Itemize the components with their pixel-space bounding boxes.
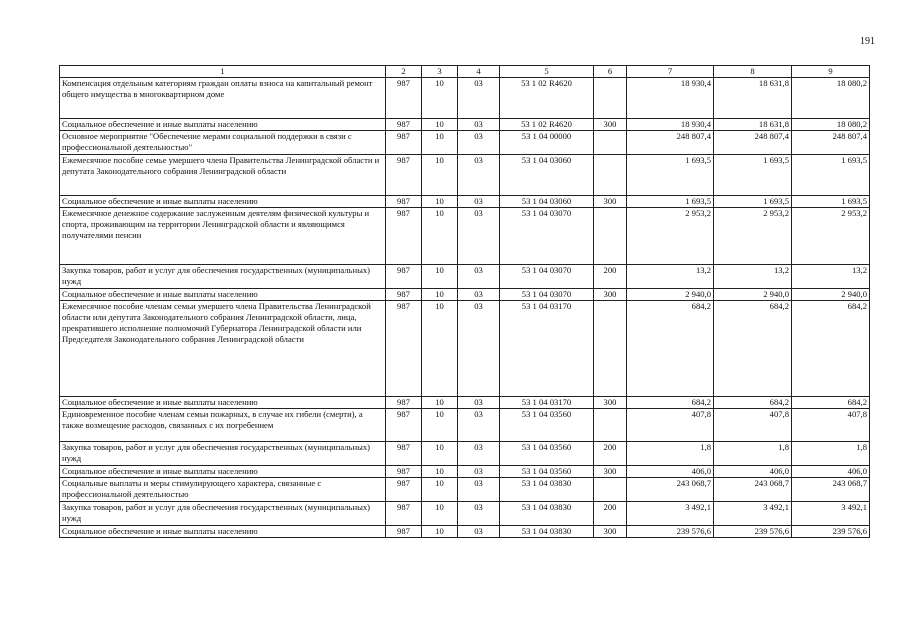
row-value-year3-cell: 3 492,1 [792, 502, 870, 526]
row-name-cell: Закупка товаров, работ и услуг для обеспечения государственных (муниципальных) нужд [60, 265, 386, 289]
row-value-year1-cell: 2 940,0 [627, 289, 714, 301]
column-header: 9 [792, 66, 870, 78]
row-value-year2-cell: 407,8 [714, 409, 792, 442]
row-code-cell: 987 [386, 265, 422, 289]
row-value-year3-cell: 239 576,6 [792, 526, 870, 538]
row-code-cell: 987 [386, 442, 422, 466]
row-subsection-cell: 03 [458, 502, 500, 526]
row-subsection-cell: 03 [458, 409, 500, 442]
row-value-year2-cell: 2 940,0 [714, 289, 792, 301]
row-value-year1-cell: 407,8 [627, 409, 714, 442]
row-value-year2-cell: 2 953,2 [714, 208, 792, 265]
row-name-cell: Компенсация отдельным категориям граждан оплаты взноса на капитальный ремонт общего имущества в многоквартирном доме [60, 78, 386, 119]
row-value-year3-cell: 13,2 [792, 265, 870, 289]
row-name-cell: Единовременное пособие членам семьи пожарных, в случае их гибели (смерти), а также возмещение расходов, связанных с их погребением [60, 409, 386, 442]
row-value-year1-cell: 13,2 [627, 265, 714, 289]
table-row [60, 301, 870, 397]
row-value-year1-cell: 406,0 [627, 466, 714, 478]
row-section-cell: 10 [422, 466, 458, 478]
row-target-article-cell: 53 1 04 03070 [500, 265, 594, 289]
table-row [60, 265, 870, 289]
row-target-article-cell: 53 1 04 03170 [500, 397, 594, 409]
row-value-year2-cell: 3 492,1 [714, 502, 792, 526]
row-section-cell: 10 [422, 397, 458, 409]
row-code-cell: 987 [386, 526, 422, 538]
row-target-article-cell: 53 1 04 03060 [500, 155, 594, 196]
row-name-cell: Социальное обеспечение и иные выплаты населению [60, 397, 386, 409]
row-value-year2-cell: 248 807,4 [714, 131, 792, 155]
table-row [60, 289, 870, 301]
row-section-cell: 10 [422, 119, 458, 131]
row-value-year1-cell: 248 807,4 [627, 131, 714, 155]
row-value-year1-cell: 18 930,4 [627, 78, 714, 119]
row-code-cell: 987 [386, 155, 422, 196]
row-value-year3-cell: 407,8 [792, 409, 870, 442]
row-subsection-cell: 03 [458, 119, 500, 131]
row-target-article-cell: 53 1 04 03070 [500, 289, 594, 301]
column-header: 7 [627, 66, 714, 78]
row-value-year3-cell: 684,2 [792, 397, 870, 409]
row-code-cell: 987 [386, 208, 422, 265]
row-value-year2-cell: 1 693,5 [714, 155, 792, 196]
row-expense-type-cell [594, 208, 627, 265]
row-expense-type-cell [594, 478, 627, 502]
row-code-cell: 987 [386, 131, 422, 155]
row-section-cell: 10 [422, 131, 458, 155]
table-row [60, 196, 870, 208]
column-header: 4 [458, 66, 500, 78]
row-value-year3-cell: 1,8 [792, 442, 870, 466]
row-value-year2-cell: 18 631,8 [714, 119, 792, 131]
row-subsection-cell: 03 [458, 265, 500, 289]
row-code-cell: 987 [386, 196, 422, 208]
row-subsection-cell: 03 [458, 78, 500, 119]
row-subsection-cell: 03 [458, 131, 500, 155]
row-code-cell: 987 [386, 502, 422, 526]
row-target-article-cell: 53 1 04 03060 [500, 196, 594, 208]
row-name-cell: Основное мероприятие "Обеспечение мерами социальной поддержки в связи с профессиональной деятельностью" [60, 131, 386, 155]
row-expense-type-cell: 200 [594, 442, 627, 466]
row-value-year1-cell: 3 492,1 [627, 502, 714, 526]
row-subsection-cell: 03 [458, 196, 500, 208]
row-value-year1-cell: 243 068,7 [627, 478, 714, 502]
row-value-year2-cell: 239 576,6 [714, 526, 792, 538]
row-value-year2-cell: 13,2 [714, 265, 792, 289]
row-code-cell: 987 [386, 409, 422, 442]
row-target-article-cell: 53 1 04 00000 [500, 131, 594, 155]
row-target-article-cell: 53 1 04 03560 [500, 442, 594, 466]
row-subsection-cell: 03 [458, 397, 500, 409]
table-row [60, 502, 870, 526]
budget-table [59, 65, 870, 538]
row-subsection-cell: 03 [458, 466, 500, 478]
row-expense-type-cell: 200 [594, 502, 627, 526]
row-expense-type-cell [594, 409, 627, 442]
row-value-year3-cell: 2 940,0 [792, 289, 870, 301]
row-value-year2-cell: 684,2 [714, 397, 792, 409]
row-section-cell: 10 [422, 301, 458, 397]
row-expense-type-cell [594, 131, 627, 155]
row-value-year2-cell: 406,0 [714, 466, 792, 478]
column-header: 2 [386, 66, 422, 78]
row-expense-type-cell [594, 155, 627, 196]
row-target-article-cell: 53 1 02 R4620 [500, 119, 594, 131]
row-subsection-cell: 03 [458, 526, 500, 538]
row-name-cell: Ежемесячное денежное содержание заслуженным деятелям физической культуры и спорта, проживающим на территории Ленинградской области и являющимся получателями пенсии [60, 208, 386, 265]
row-value-year2-cell: 18 631,8 [714, 78, 792, 119]
column-header: 6 [594, 66, 627, 78]
row-value-year3-cell: 1 693,5 [792, 196, 870, 208]
row-subsection-cell: 03 [458, 289, 500, 301]
row-section-cell: 10 [422, 409, 458, 442]
row-section-cell: 10 [422, 526, 458, 538]
row-target-article-cell: 53 1 04 03070 [500, 208, 594, 265]
row-expense-type-cell: 200 [594, 265, 627, 289]
row-code-cell: 987 [386, 119, 422, 131]
row-value-year2-cell: 684,2 [714, 301, 792, 397]
row-value-year1-cell: 684,2 [627, 397, 714, 409]
row-value-year1-cell: 1 693,5 [627, 155, 714, 196]
row-name-cell: Закупка товаров, работ и услуг для обеспечения государственных (муниципальных) нужд [60, 442, 386, 466]
row-target-article-cell: 53 1 04 03830 [500, 478, 594, 502]
row-value-year1-cell: 18 930,4 [627, 119, 714, 131]
table-row [60, 131, 870, 155]
row-expense-type-cell: 300 [594, 196, 627, 208]
row-name-cell: Социальное обеспечение и иные выплаты населению [60, 466, 386, 478]
row-code-cell: 987 [386, 301, 422, 397]
table-row [60, 78, 870, 119]
row-subsection-cell: 03 [458, 155, 500, 196]
row-name-cell: Социальное обеспечение и иные выплаты населению [60, 289, 386, 301]
row-value-year3-cell: 684,2 [792, 301, 870, 397]
row-subsection-cell: 03 [458, 478, 500, 502]
row-subsection-cell: 03 [458, 301, 500, 397]
row-target-article-cell: 53 1 04 03830 [500, 502, 594, 526]
row-section-cell: 10 [422, 502, 458, 526]
table-row [60, 466, 870, 478]
table-row [60, 397, 870, 409]
table-row [60, 208, 870, 265]
row-section-cell: 10 [422, 442, 458, 466]
row-value-year3-cell: 243 068,7 [792, 478, 870, 502]
column-header: 8 [714, 66, 792, 78]
row-name-cell: Социальные выплаты и меры стимулирующего характера, связанные с профессиональной деятельностью [60, 478, 386, 502]
table-row [60, 409, 870, 442]
row-value-year3-cell: 1 693,5 [792, 155, 870, 196]
table-row [60, 155, 870, 196]
row-name-cell: Социальное обеспечение и иные выплаты населению [60, 526, 386, 538]
row-value-year1-cell: 239 576,6 [627, 526, 714, 538]
row-target-article-cell: 53 1 02 R4620 [500, 78, 594, 119]
table-row [60, 119, 870, 131]
row-code-cell: 987 [386, 78, 422, 119]
row-code-cell: 987 [386, 397, 422, 409]
row-name-cell: Ежемесячное пособие членам семьи умершего члена Правительства Ленинградской области или депутата Законодательного собрания Ленинградской области, лица, прекратившего исполнение полномочий Губернатора Ленинградской области или Председателя Законодательного собрания Ленинградской области [60, 301, 386, 397]
page-number: 191 [860, 36, 875, 47]
row-name-cell: Закупка товаров, работ и услуг для обеспечения государственных (муниципальных) нужд [60, 502, 386, 526]
row-value-year2-cell: 243 068,7 [714, 478, 792, 502]
row-value-year3-cell: 248 807,4 [792, 131, 870, 155]
row-value-year3-cell: 18 080,2 [792, 119, 870, 131]
row-expense-type-cell: 300 [594, 397, 627, 409]
table-row [60, 442, 870, 466]
table-header-row [60, 66, 870, 78]
row-expense-type-cell: 300 [594, 289, 627, 301]
row-value-year1-cell: 1 693,5 [627, 196, 714, 208]
row-section-cell: 10 [422, 155, 458, 196]
row-value-year1-cell: 2 953,2 [627, 208, 714, 265]
column-header: 3 [422, 66, 458, 78]
row-section-cell: 10 [422, 78, 458, 119]
row-value-year3-cell: 18 080,2 [792, 78, 870, 119]
row-value-year3-cell: 2 953,2 [792, 208, 870, 265]
row-code-cell: 987 [386, 289, 422, 301]
row-section-cell: 10 [422, 478, 458, 502]
row-expense-type-cell [594, 78, 627, 119]
row-target-article-cell: 53 1 04 03170 [500, 301, 594, 397]
row-value-year2-cell: 1,8 [714, 442, 792, 466]
row-name-cell: Социальное обеспечение и иные выплаты населению [60, 119, 386, 131]
row-target-article-cell: 53 1 04 03830 [500, 526, 594, 538]
row-target-article-cell: 53 1 04 03560 [500, 409, 594, 442]
row-subsection-cell: 03 [458, 208, 500, 265]
table-row [60, 478, 870, 502]
row-value-year2-cell: 1 693,5 [714, 196, 792, 208]
row-expense-type-cell [594, 301, 627, 397]
row-code-cell: 987 [386, 478, 422, 502]
row-section-cell: 10 [422, 196, 458, 208]
row-name-cell: Социальное обеспечение и иные выплаты населению [60, 196, 386, 208]
row-value-year3-cell: 406,0 [792, 466, 870, 478]
row-value-year1-cell: 684,2 [627, 301, 714, 397]
row-name-cell: Ежемесячное пособие семье умершего члена Правительства Ленинградской области и депутата Законодательного собрания Ленинградской области [60, 155, 386, 196]
row-section-cell: 10 [422, 289, 458, 301]
table-row [60, 526, 870, 538]
row-section-cell: 10 [422, 208, 458, 265]
row-subsection-cell: 03 [458, 442, 500, 466]
row-target-article-cell: 53 1 04 03560 [500, 466, 594, 478]
row-expense-type-cell: 300 [594, 466, 627, 478]
column-header: 1 [60, 66, 386, 78]
row-code-cell: 987 [386, 466, 422, 478]
column-header: 5 [500, 66, 594, 78]
row-section-cell: 10 [422, 265, 458, 289]
row-expense-type-cell: 300 [594, 119, 627, 131]
row-expense-type-cell: 300 [594, 526, 627, 538]
row-value-year1-cell: 1,8 [627, 442, 714, 466]
